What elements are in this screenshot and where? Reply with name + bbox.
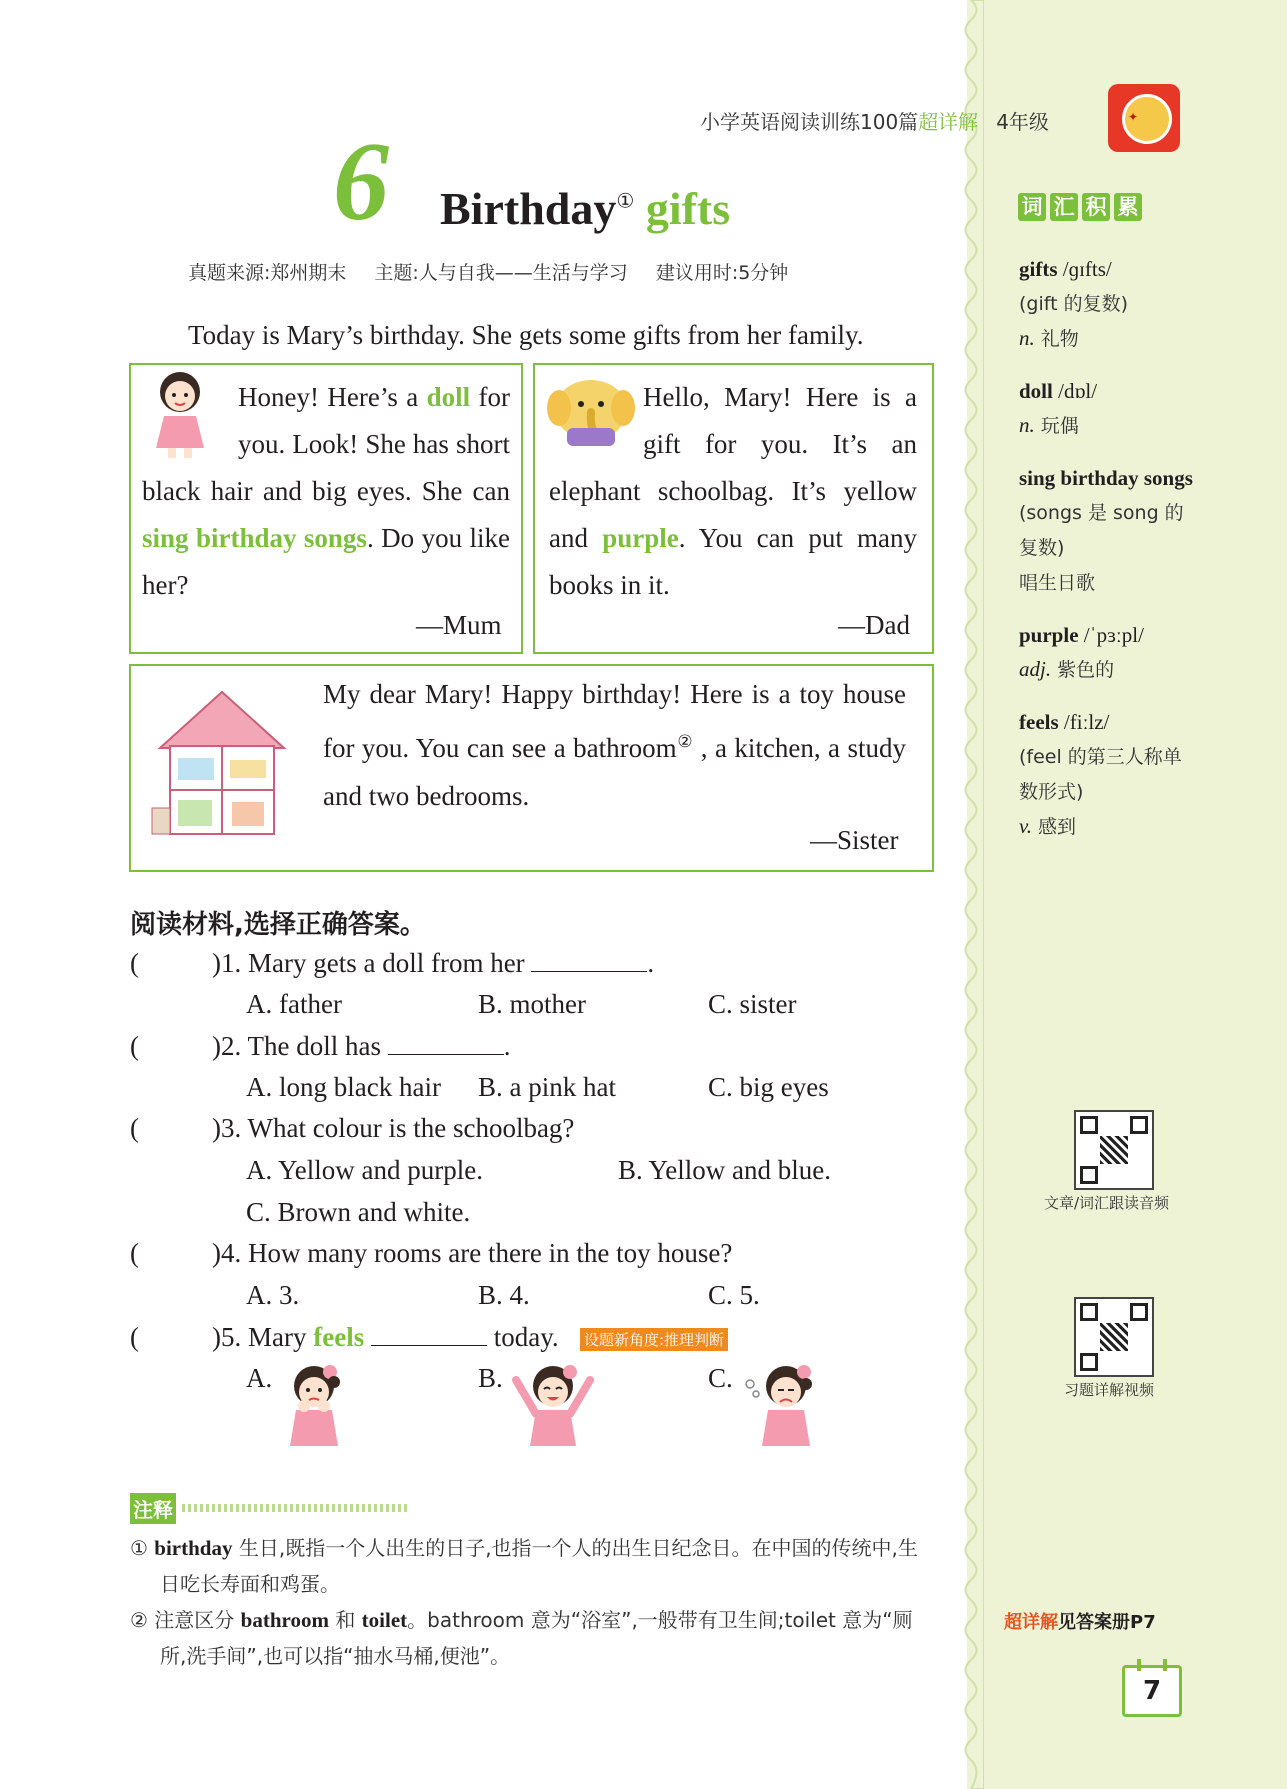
fill-blank-2[interactable] xyxy=(388,1030,504,1055)
question-2: ( )2. The doll has . xyxy=(130,1031,511,1061)
keyword-sing-birthday-songs: sing birthday songs xyxy=(142,523,367,553)
book-header xyxy=(700,106,1049,135)
q3-option-c[interactable]: C. Brown and white. xyxy=(246,1197,471,1227)
keyword-doll: doll xyxy=(426,382,471,412)
meta-source: 真题来源:郑州期末 xyxy=(188,262,347,284)
vocab-item-purple: purple /ˈpɜːpl/ adj. 紫色的 xyxy=(1019,623,1144,681)
sign-dad: —Dad xyxy=(838,610,910,640)
answer-slot-1[interactable]: ( xyxy=(130,948,139,978)
girl-worried-illustration[interactable] xyxy=(278,1362,350,1450)
lesson-meta xyxy=(188,258,816,285)
qr-code-audio[interactable] xyxy=(1074,1110,1154,1190)
title-word-gifts: gifts xyxy=(645,183,731,234)
sign-sister: —Sister xyxy=(810,825,899,855)
questions-instruction: 阅读材料,选择正确答案。 xyxy=(130,910,426,940)
q4-option-a[interactable]: A. 3. xyxy=(246,1280,300,1310)
note-1: ① birthday 生日,既指一个人出生的日子,也指一个人的出生日纪念日。在中国的传统中,生日吃长寿面和鸡蛋。 xyxy=(130,1536,918,1596)
vocab-item-doll: doll /dɒl/ n. 玩偶 xyxy=(1019,379,1098,437)
card-sister-text: My dear Mary! Happy birthday! Here is a toy house for you. You can see a bathroom② , a kitchen, a study and two bedrooms. xyxy=(323,679,906,811)
question-4: ( )4. How many rooms are there in the toy house? xyxy=(130,1238,733,1268)
lesson-title xyxy=(440,182,730,235)
fill-blank-1[interactable] xyxy=(531,947,647,972)
answer-slot-4[interactable]: ( xyxy=(130,1238,139,1268)
question-3: ( )3. What colour is the schoolbag? xyxy=(130,1113,575,1143)
notes-divider xyxy=(182,1504,410,1512)
girl-sad-illustration[interactable] xyxy=(742,1362,822,1450)
toy-house-illustration xyxy=(152,688,292,838)
q2-option-a[interactable]: A. long black hair xyxy=(246,1072,441,1102)
q1-option-b[interactable]: B. mother xyxy=(478,989,586,1019)
question-5: ( )5. Mary feels today. xyxy=(130,1322,559,1352)
q2-option-c[interactable]: C. big eyes xyxy=(708,1072,829,1102)
footnote-ref-2[interactable]: ② xyxy=(676,732,694,751)
question-1: ( )1. Mary gets a doll from her . xyxy=(130,948,655,978)
intro-sentence: Today is Mary’s birthday. She gets some gifts from her family. xyxy=(188,320,864,350)
book-title: 小学英语阅读训练100篇 xyxy=(700,110,919,134)
q3-option-b[interactable]: B. Yellow and blue. xyxy=(618,1155,832,1185)
logo-mark-icon: ✦ xyxy=(1128,110,1139,124)
card-dad-text: Hello, Mary! Here is a gift for you. It’s an elephant schoolbag. It’s yellow and purple. You can put many books in it. xyxy=(549,382,918,600)
notes-header: 注释 xyxy=(130,1493,176,1524)
grade-label: 4年级 xyxy=(996,110,1049,134)
q5-option-a[interactable]: A. xyxy=(246,1363,273,1393)
vocab-list xyxy=(1019,252,1194,862)
footnote-ref-1[interactable]: ① xyxy=(616,190,635,213)
sign-mum: —Mum xyxy=(416,610,502,640)
new-angle-tag: 设题新角度:推理判断 xyxy=(580,1328,728,1351)
answer-slot-3[interactable]: ( xyxy=(130,1113,139,1143)
vocab-item-gifts: gifts /ɡɪfts/ (gift 的复数) n. 礼物 xyxy=(1019,257,1129,350)
book-highlight: 超详解 xyxy=(918,110,979,134)
qr-video-label: 习题详解视频 xyxy=(1064,1381,1155,1399)
q1-option-a[interactable]: A. father xyxy=(246,989,342,1019)
q1-option-c[interactable]: C. sister xyxy=(708,989,797,1019)
keyword-purple: purple xyxy=(602,523,679,553)
title-word-birthday: Birthday xyxy=(440,183,617,234)
q4-option-c[interactable]: C. 5. xyxy=(708,1280,760,1310)
sidebar-wavy-edge xyxy=(958,0,984,1789)
q4-option-b[interactable]: B. 4. xyxy=(478,1280,530,1310)
meta-theme: 主题:人与自我——生活与学习 xyxy=(374,262,628,284)
vocab-header: 词 汇 积 累 xyxy=(1018,193,1146,221)
keyword-feels: feels xyxy=(313,1322,365,1352)
q5-option-c[interactable]: C. xyxy=(708,1363,733,1393)
answer-reference: 超详解见答案册P7 xyxy=(1004,1612,1156,1633)
qr-audio-label: 文章/词汇跟读音频 xyxy=(1044,1194,1170,1212)
lesson-number: 6 xyxy=(333,120,389,244)
q5-option-b[interactable]: B. xyxy=(478,1363,503,1393)
q2-option-b[interactable]: B. a pink hat xyxy=(478,1072,616,1102)
vocab-item-feels: feels /fiːlz/ (feel 的第三人称单数形式) v. 感到 xyxy=(1019,710,1182,838)
fill-blank-5[interactable] xyxy=(371,1321,487,1346)
meta-time: 建议用时:5分钟 xyxy=(655,262,789,284)
qr-code-video[interactable] xyxy=(1074,1297,1154,1377)
note-2: ② 注意区分 bathroom 和 toilet。bathroom 意为“浴室”,一般带有卫生间;toilet 意为“厕所,洗手间”,也可以指“抽水马桶,便池”。 xyxy=(130,1608,913,1668)
q3-option-a[interactable]: A. Yellow and purple. xyxy=(246,1155,483,1185)
page-number: 7 xyxy=(1122,1665,1182,1717)
vocab-item-sing-birthday-songs: sing birthday songs (songs 是 song 的复数) 唱生日歌 xyxy=(1019,466,1193,594)
answer-slot-2[interactable]: ( xyxy=(130,1031,139,1061)
answer-slot-5[interactable]: ( xyxy=(130,1322,139,1352)
card-mum-text: Honey! Here’s a doll for you. Look! She has short black hair and big eyes. She can sing birthday songs. Do you like her? xyxy=(142,382,510,600)
publisher-logo xyxy=(1108,84,1180,152)
girl-happy-illustration[interactable] xyxy=(510,1362,596,1450)
